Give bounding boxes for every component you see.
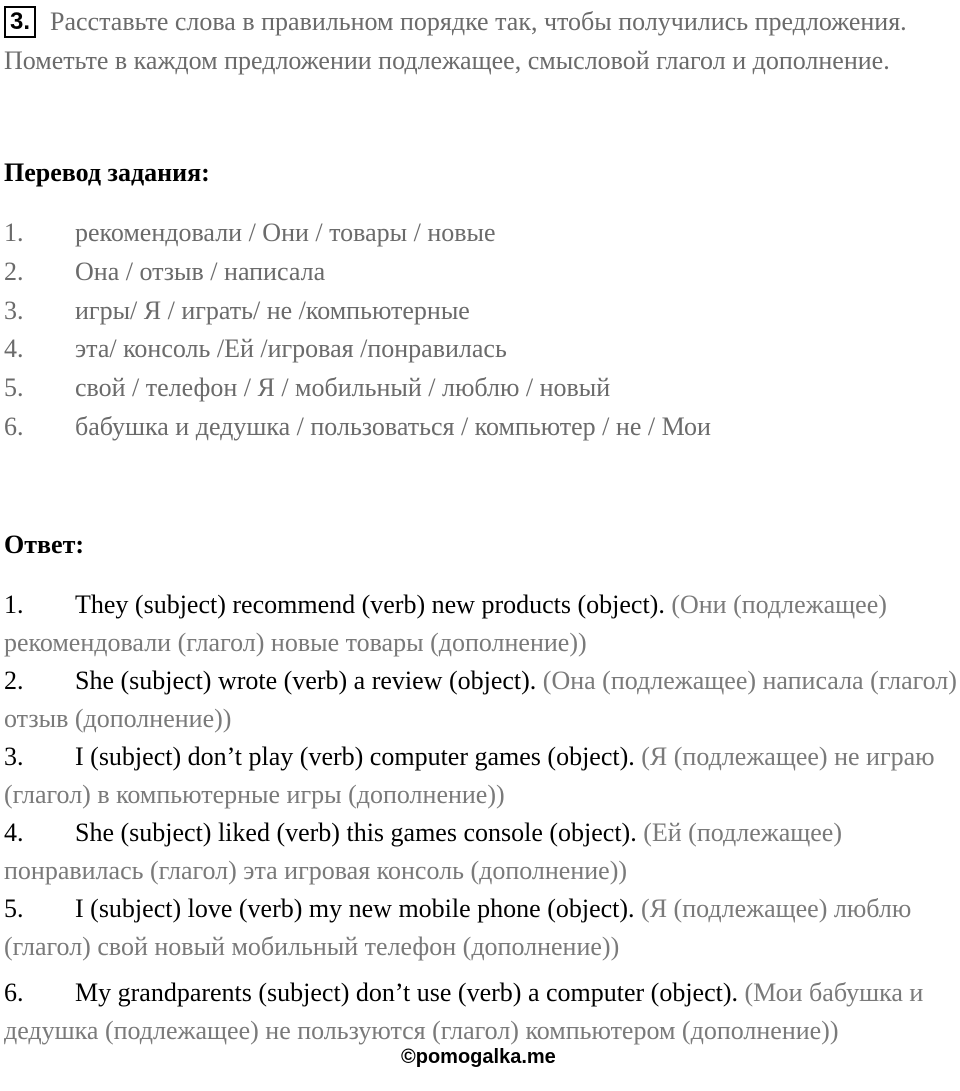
answer-english: I (subject) love (verb) my new mobile phone (object).: [75, 894, 635, 923]
item-number: 3.: [4, 295, 24, 325]
list-item: [4, 369, 711, 408]
task-number: 3.: [4, 6, 36, 38]
answer-number: 2.: [4, 666, 24, 695]
answer-number: 4.: [4, 818, 24, 847]
list-item: [4, 330, 711, 369]
answer-item: [4, 814, 958, 890]
translation-list: [4, 214, 711, 447]
list-item: [4, 408, 711, 447]
answer-english: They (subject) recommend (verb) new products (object).: [75, 590, 665, 619]
item-text: игры/ Я / играть/ не /компьютерные: [75, 295, 470, 325]
answer-number: 3.: [4, 742, 24, 771]
list-item: [4, 214, 711, 253]
answer-russian: (Мои бабушка и дедушка (подлежащее) не пользуются (глагол) компьютером (дополнение)): [4, 978, 924, 1045]
item-number: 6.: [4, 411, 24, 441]
item-text: рекомендовали / Они / товары / новые: [75, 218, 496, 247]
answer-item: [4, 586, 958, 662]
watermark-text: ©pomogalka.me: [401, 1046, 556, 1068]
item-number: 2.: [4, 256, 24, 286]
list-item: [4, 253, 711, 292]
answer-english: My grandparents (subject) don’t use (verb) a computer (object).: [75, 978, 739, 1007]
answer-russian: (Они (подлежащее) рекомендовали (глагол) новые товары (дополнение)): [4, 590, 887, 657]
item-text: эта/ консоль /Ей /игровая /понравилась: [75, 334, 507, 364]
answer-english: I (subject) don’t play (verb) computer games (object).: [75, 742, 635, 771]
item-text: свой / телефон / Я / мобильный / люблю / новый: [75, 373, 611, 403]
answer-russian: (Я (подлежащее) люблю (глагол) свой новый мобильный телефон (дополнение)): [4, 894, 912, 961]
item-text: Она / отзыв / написала: [75, 256, 326, 286]
item-number: 4.: [4, 334, 24, 364]
answer-number: 5.: [4, 894, 24, 923]
answer-heading: Ответ:: [4, 530, 85, 559]
answer-number: 1.: [4, 590, 24, 619]
item-text: бабушка и дедушка / пользоваться / компьютер / не / Мои: [75, 411, 711, 441]
translation-heading: Перевод задания:: [4, 158, 210, 187]
answer-english: She (subject) liked (verb) this games console (object).: [75, 818, 637, 847]
answer-list: [4, 586, 958, 1050]
item-number: 1.: [4, 218, 24, 247]
answer-item: [4, 974, 958, 1050]
answer-number: 6.: [4, 978, 24, 1007]
item-number: 5.: [4, 373, 24, 403]
task-statement: [4, 2, 954, 80]
answer-item: [4, 662, 958, 738]
task-text: Расставьте слова в правильном порядке так, чтобы получились предложения. Пометьте в каждом предложении подлежащее, смысловой глагол и дополнение.: [4, 7, 907, 75]
answer-russian: (Она (подлежащее) написала (глагол) отзыв (дополнение)): [4, 666, 957, 733]
answer-russian: (Я (подлежащее) не играю (глагол) в компьютерные игры (дополнение)): [4, 742, 935, 809]
answer-item: [4, 890, 958, 966]
answer-item: [4, 738, 958, 814]
answer-english: She (subject) wrote (verb) a review (object).: [75, 666, 537, 695]
answer-russian: (Ей (подлежащее) понравилась (глагол) эта игровая консоль (дополнение)): [4, 818, 843, 885]
list-item: [4, 292, 711, 331]
